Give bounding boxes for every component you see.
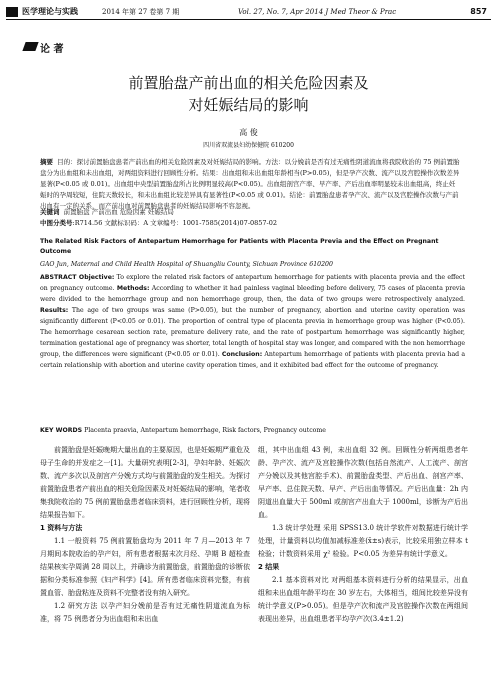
section-heading: 2 结果 xyxy=(258,563,280,571)
en-methods-text: According to whether it had painless vaginal bleeding before delivery, 75 cases of placenta previa were divided to the hemorrhage group and non hemorrhage group, then, the data of two groups were retrospectively analyzed. xyxy=(40,285,466,303)
body-paragraph: 前置胎盘是妊娠晚期大量出血的主要原因，也是妊娠期严重危及母子生命的并发症之一[1]。大量研究表明[2-3]，孕妇年龄、妊娠次数、流产多次以及剖宫产分娩方式均与前置胎盘的发生相关。为探讨前置胎盘患者产前出血的相关危险因素及对妊娠结局的影响，笔者收集我院收治的 75 例前置胎盘患者临床资料，进行回顾性分析，现将结果报告如下。 xyxy=(40,446,250,519)
body-paragraph: 2.1 基本资料对比 对两组基本资料进行分析的结果显示，出血组和未出血组年龄平均在 30 岁左右，大体相当，组间比较差异没有统计学意义(P>0.05)。但是孕产次和流产及宫腔操作次数在两组间表现出差异，出血组患者平均孕产次(3.4±1.2) xyxy=(258,576,468,623)
classification-label: 中图分类号 xyxy=(40,219,73,227)
journal-logo-icon xyxy=(6,7,18,17)
body-paragraph: 1.2 研究方法 以孕产妇分娩前是否有过无痛性阴道流血为标准，将 75 例患者分为出血组和未出血 xyxy=(40,602,250,623)
author: 高 俊 xyxy=(239,128,258,137)
body-paragraph: 1.3 统计学处理 采用 SPSS13.0 统计学软件对数据进行统计学处理，计量资料以均值加减标准差(x̄±s)表示，比较采用独立样本 t 检验；计数资料采用 χ² 检验。P<0.05 为差异有统计学意义。 xyxy=(258,524,468,558)
en-results-label: Results: xyxy=(40,307,69,314)
section-tag-label: 论 著 xyxy=(40,44,64,55)
en-conclusion-label: Conclusion: xyxy=(221,351,263,358)
abstract-cn-label: 摘要 xyxy=(40,158,53,166)
english-keywords xyxy=(40,426,465,436)
keywords-cn xyxy=(40,207,460,218)
keywords-cn-text: 前置胎盘 产前出血 危险因素 妊娠结局 xyxy=(63,208,174,216)
running-header xyxy=(6,6,491,20)
en-methods-label: Methods: xyxy=(116,285,150,292)
section-heading: 1 资料与方法 xyxy=(40,524,83,532)
article-title-line-2: 对妊娠结局的影响 xyxy=(188,96,309,114)
body-column-left xyxy=(40,444,250,626)
classification-text: :R714.56 文献标识码：A 文章编号：1001-7585(2014)07-0857-02 xyxy=(72,219,278,227)
section-bar-icon xyxy=(22,42,38,51)
en-keywords-label: KEY WORDS xyxy=(40,427,83,434)
journal-name: 医学理论与实践 xyxy=(22,7,78,16)
en-objective-label: ABSTRACT Objective: xyxy=(40,274,115,281)
article-title-line-1: 前置胎盘产前出血的相关危险因素及 xyxy=(128,74,369,92)
en-conclusion-text: Antepartum hemorrhage of patients with placenta previa had a certain relationship with abortion and uterine cavity operation times, and it exhibited bad effect for the outcome of pregnancy. xyxy=(40,351,466,369)
issue-info: 2014 年第 27 卷第 7 期 xyxy=(102,8,180,16)
volume-info: Vol. 27, No. 7, Apr 2014 J Med Theor & Prac xyxy=(238,8,397,16)
keywords-cn-label: 关键词 xyxy=(40,208,60,216)
en-results-text: The age of two groups was same (P>0.05), but the number of pregnancy, abortion and uterine cavity operation was significantly different (P<0.05 or 0.01). The proportion of central type of placenta previa in hemorrhage group was higher (P<0.05). The hemorrhage cesarean section rate, premature delivery rate, and the rate of postpartum hemorrhage was significantly higher, termination gestational age of pregnancy was shorter, total length of hospital stay was longer, and compared with the non hemorrhage group, the differences were significant (P<0.05 or 0.01). xyxy=(40,307,465,358)
body-column-right xyxy=(258,444,468,626)
section-tag xyxy=(40,40,63,55)
header-rule xyxy=(6,19,491,20)
en-keywords-text: Placenta praevia, Antepartum hemorrhage, Risk factors, Pregnancy outcome xyxy=(84,427,326,434)
en-objective-text: To explore the related risk factors of antepartum hemorrhage for patients with placenta previa and the effect on pregnancy outcome. xyxy=(40,274,466,292)
english-title: The Related Risk Factors of Antepartum Hemorrhage for Patients with Placenta Previa and the Effect on Pregnant Outcome xyxy=(40,238,439,255)
abstract-cn-text: 目的：探讨前置胎盘患者产前出血的相关危险因素及对妊娠结局的影响。方法：以分娩前是否有过无痛性阴道流血将我院收治的 75 例前置胎盘分为出血组和未出血组，对两组资料进行回顾性分析。结果：出血组和未出血组年龄相当(P>0.05)，但是孕产次数、流产以及宫腔操作次数差异显著(P<0.05 或 0.01)。出血组中央型前置胎盘所占比例明显较高(P<0.05)。出血组剖宫产率、早产率、产后出血率明显较未出血组高，终止妊娠时的孕周较短，住院天数较长，和未出血组比较差异具有显著性(P<0.05 或 0.01)。结论：前置胎盘患者孕产次、流产以及宫腔操作次数与产前出血有一定的关系，而产前出血对前置胎盘患者的妊娠结局影响不容忽视。 xyxy=(40,158,460,210)
english-author: GAO Jun, Maternal and Child Health Hospital of Shuangliu County, Sichuan Province 610200 xyxy=(40,261,333,268)
classification-cn xyxy=(40,218,460,229)
page-number: 857 xyxy=(470,7,487,16)
body-paragraph: 1.1 一般资料 75 例前置胎盘均为 2011 年 7 月—2013 年 7 月期间本院收治的孕产妇，所有患者根据末次月经、孕期 B 超检查结果核实孕周满 28 周以上，并确诊为前置胎盘，前置胎盘的诊断依据和分类标准参照《妇产科学》[4]。所有患者临床资料完整，有前置血管、胎盘粘连及资料不完整者没有纳入研究。 xyxy=(40,537,250,597)
affiliation: 四川省双流县妇幼保健院 610200 xyxy=(203,142,294,149)
body-paragraph: 组，其中出血组 43 例，未出血组 32 例。回顾性分析两组患者年龄、孕产次、流产及宫腔操作次数(包括自然流产、人工流产、剖宫产分娩以及其他宫腔手术)、前置胎盘类型、产后出血、剖宫产率、早产率、总住院天数、早产、产后出血等情况。产后出血量：2h 内阴道出血量大于 500ml 或剖宫产出血大于 1000ml，诊断为产后出血。 xyxy=(258,446,468,519)
abstract-cn xyxy=(40,157,460,212)
english-abstract xyxy=(40,272,465,371)
